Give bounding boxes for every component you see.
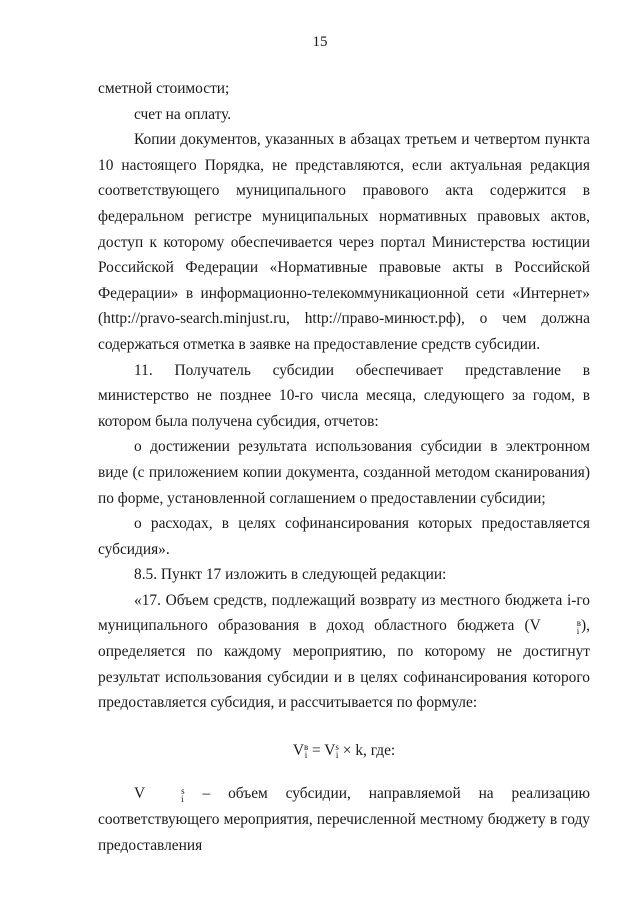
paragraph-return-volume [98,588,590,716]
symbol-v-subsidy: V s i [134,785,185,804]
paragraph: 8.5. Пункт 17 изложить в следующей редакции: [134,566,447,584]
body-text [98,76,590,858]
formula-lhs: V в i [292,741,309,761]
paragraph-subsidy-volume [98,781,590,858]
paragraph-text: «17. Объем средств, подлежащий возврату из местного бюджета i-го муниципального образования в доход областного бюджета ( [98,591,590,635]
page-number: 15 [312,34,328,50]
paragraph-text: – объем субсидии, направляемой на реализацию соответствующего мероприятия, перечисленной местному бюджету в году предоставления [98,785,590,854]
paragraph: сметной стоимости; [98,80,230,97]
paragraph: о расходах, в целях софинансирования которых предоставляется субсидия». [98,515,590,558]
paragraph: Копии документов, указанных в абзацах третьем и четвертом пункта 10 настоящего Порядка, не представляются, если актуальная редакция соответствующего муниципального правового акта содержится в федеральном регистре муниципальных нормативных правовых актов, доступ к которому обеспечивается через портал Министерства юстиции Российской Федерации «Нормативные правовые акты в Российской Федерации» в информационно-телекоммуникационной сети «Интернет» (http://pravo-search.minjust.ru, http://право-минюст.рф), о чем должна содержаться отметка в заявке на предоставление средств субсидии. [98,131,590,353]
formula: V в i = V s i × k, где: [292,741,396,761]
formula-rhs: V s i [324,741,339,761]
paragraph-text: ), определяется по каждому мероприятию, по которому не достигнут результат использования субсидии и в целях софинансирования которого предоставляется субсидия, и рассчитывается по формуле: [98,617,590,712]
paragraph: о достижении результата использования субсидии в электронном виде (с приложением копии документа, созданной методом сканирования) по форме, установленной соглашением о предоставлении субсидии; [98,438,590,507]
paragraph: 11. Получатель субсидии обеспечивает представление в министерство не позднее 10-го числа месяца, следующего за годом, в котором была получена субсидия, отчетов: [98,361,590,430]
symbol-v-return: V в i [529,617,582,636]
paragraph: счет на оплату. [134,105,232,123]
